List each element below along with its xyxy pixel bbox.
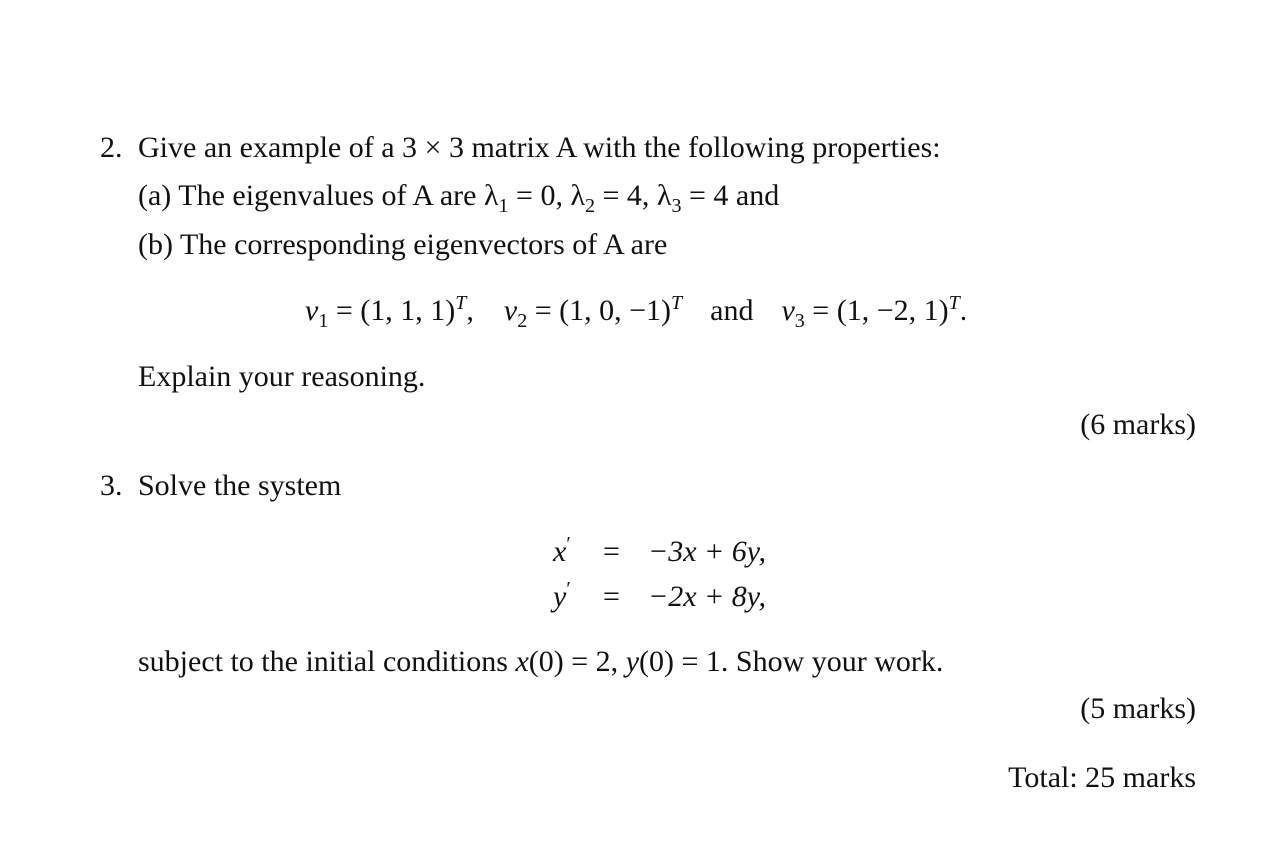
- eigenvectors-display: [305, 292, 968, 332]
- eigenvalue-3: $\lambda_3 = 4$: [656, 179, 736, 217]
- question-3-marks: (5 marks): [1080, 692, 1196, 725]
- question-3-number: 3.: [100, 469, 123, 502]
- eigenvalue-1: $\lambda_1 = 0$,: [483, 179, 571, 217]
- part-a-end: and: [735, 179, 780, 212]
- eigenvector-1: $v_1 = (1$, 1, 1)$^T$,: [305, 292, 474, 332]
- part-b-label: (b): [138, 228, 173, 261]
- question-3-intro: Solve the system: [138, 469, 342, 502]
- system-equation-2-equals: =: [603, 580, 620, 613]
- and-word: and: [710, 294, 754, 327]
- eigenvalue-2: $\lambda_2 = 4$,: [570, 179, 657, 217]
- total-marks: Total: 25 marks: [1008, 761, 1196, 794]
- system-equation-1: x′: [553, 533, 571, 568]
- part-a-text: The eigenvalues of A are: [178, 179, 477, 212]
- question-2-part-a: [138, 179, 780, 217]
- eigenvector-3: $v_3 = (1$, −2, 1)$^T$.: [781, 292, 968, 332]
- question-2-number: 2.: [100, 131, 123, 164]
- part-a-label: (a): [138, 179, 172, 212]
- system-equation-1-rhs: −3x + 6y,: [648, 535, 766, 568]
- question-2-explain: Explain your reasoning.: [138, 360, 426, 393]
- part-b-text: The corresponding eigenvectors of A are: [179, 228, 668, 261]
- system-equation-1-equals: =: [603, 535, 620, 568]
- question-2-intro: Give an example of a 3 × 3 matrix A with the following properties:: [138, 131, 941, 164]
- question-2-part-b: [138, 230, 667, 260]
- system-equation-2-rhs: −2x + 8y,: [648, 580, 766, 613]
- initial-conditions: subject to the initial conditions x(0) = 2, y(0) = 1. Show your work.: [138, 645, 944, 678]
- question-2-marks: (6 marks): [1080, 408, 1196, 441]
- system-equation-2: y′: [553, 578, 571, 613]
- eigenvector-2: $v_2 = (1$, 0, −1)$^T$: [503, 292, 683, 332]
